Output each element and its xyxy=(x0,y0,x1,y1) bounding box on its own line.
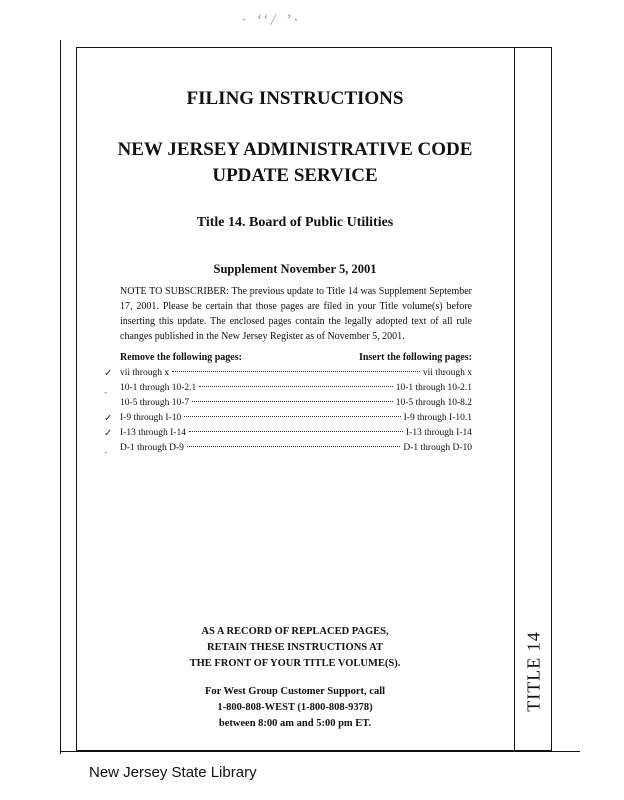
table-row xyxy=(104,443,472,458)
table-row xyxy=(104,413,472,428)
library-stamp: New Jersey State Library xyxy=(89,764,257,781)
code-title xyxy=(90,137,500,189)
remove-pages: 10-1 through 10-2.1 xyxy=(120,383,197,393)
dot-leader xyxy=(192,401,393,402)
record-line: AS A RECORD OF REPLACED PAGES, xyxy=(201,626,389,637)
remove-pages: 10-5 through 10-7 xyxy=(120,398,190,408)
check-mark-icon: ✓ xyxy=(104,368,113,379)
table-row xyxy=(104,428,472,443)
insert-pages: I-13 through I-14 xyxy=(406,428,472,438)
check-mark-icon: ˎ xyxy=(104,383,108,394)
insert-header: Insert the following pages: xyxy=(358,352,472,363)
pages-table-header xyxy=(120,352,472,363)
record-line: THE FRONT OF YOUR TITLE VOLUME(S). xyxy=(189,658,401,669)
dot-leader xyxy=(189,431,403,432)
table-row xyxy=(104,383,472,398)
remove-pages: I-9 through I-10 xyxy=(120,413,182,423)
bottom-rule xyxy=(60,751,580,752)
left-margin-rule xyxy=(60,40,61,754)
side-tab-rule xyxy=(514,47,515,751)
support-line: For West Group Customer Support, call xyxy=(204,686,386,697)
code-title-line-2: UPDATE SERVICE xyxy=(212,165,378,186)
remove-pages: D-1 through D-9 xyxy=(120,443,184,453)
insert-pages: 10-5 through 10-8.2 xyxy=(395,398,472,408)
remove-pages: I-13 through I-14 xyxy=(120,428,186,438)
code-title-line-1: NEW JERSEY ADMINISTRATIVE CODE xyxy=(117,139,473,160)
table-row xyxy=(104,368,472,383)
table-row xyxy=(120,398,472,413)
handwritten-scribble: · ‘‘/ ’· xyxy=(242,12,301,29)
filing-instructions-title: FILING INSTRUCTIONS xyxy=(186,88,404,109)
insert-pages: I-9 through I-10.1 xyxy=(403,413,472,423)
dot-leader xyxy=(172,371,420,372)
supplement-date: Supplement November 5, 2001 xyxy=(213,262,377,276)
remove-header: Remove the following pages: xyxy=(120,352,242,363)
pages-table xyxy=(104,368,472,458)
customer-support xyxy=(150,684,440,732)
side-tab-label: TITLE 14 xyxy=(523,630,544,712)
check-mark-icon: ˎ xyxy=(104,443,108,454)
subscriber-note: NOTE TO SUBSCRIBER: The previous update to Title 14 was Supplement September 17, 2001. Please be certain that those pages are filed in your Title volume(s) before inserting this update. The enclosed pages contain the legally adopted text of all rule changes published in the New Jersey Register as of November 5, 2001. xyxy=(120,286,472,342)
insert-pages: vii through x xyxy=(422,368,472,378)
record-line: RETAIN THESE INSTRUCTIONS AT xyxy=(207,642,383,653)
title-number: Title 14. Board of Public Utilities xyxy=(196,215,394,230)
record-instructions xyxy=(150,624,440,672)
title-side-tab xyxy=(516,626,552,716)
support-line: 1-800-808-WEST (1-800-808-9378) xyxy=(217,702,373,713)
dot-leader xyxy=(187,446,401,447)
insert-pages: D-1 through D-10 xyxy=(403,443,472,453)
support-line: between 8:00 am and 5:00 pm ET. xyxy=(218,718,372,729)
check-mark-icon: ✓ xyxy=(104,413,113,424)
dot-leader xyxy=(184,416,400,417)
remove-pages: vii through x xyxy=(120,368,170,378)
insert-pages: 10-1 through 10-2.1 xyxy=(395,383,472,393)
check-mark-icon: ✓ xyxy=(104,428,113,439)
dot-leader xyxy=(199,386,392,387)
